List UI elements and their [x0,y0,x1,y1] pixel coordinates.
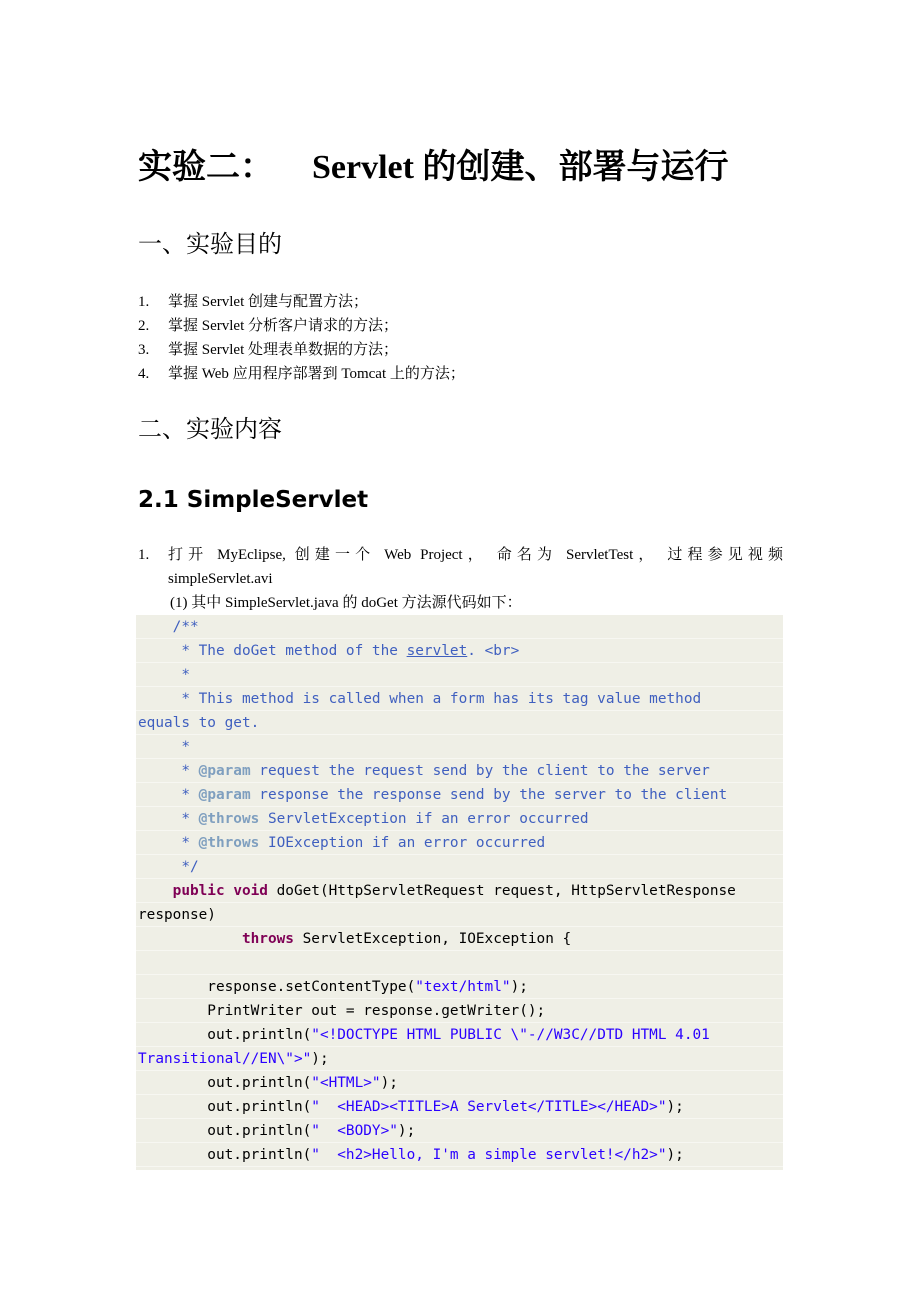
list-item-number: 4. [138,366,150,382]
list-item-number: 3. [138,342,150,358]
code-line: * @throws ServletException if an error occurred [136,807,783,831]
code-line: equals to get. [136,711,783,735]
javadoc-tag: @param [198,763,251,779]
code-line: */ [136,855,783,879]
code-line: * @param response the response send by the server to the client [136,783,783,807]
list-item-text: 掌握 Servlet 处理表单数据的方法； [168,342,398,358]
section-heading-objectives: 一、实验目的 [138,232,282,258]
subsection-heading: 2.1 SimpleServlet [138,487,369,513]
title-part2: Servlet 的创建、部署与运行 [312,149,729,186]
list-item [138,362,465,386]
string-literal: "<!DOCTYPE HTML PUBLIC \"-//W3C//DTD HTML 4.01 [311,1027,710,1043]
string-literal: " <h2>Hello, I'm a simple servlet!</h2>" [311,1147,667,1163]
keyword: throws [241,931,294,947]
string-literal: " <BODY>" [311,1123,398,1139]
keyword: public [172,883,225,899]
code-line: out.println("<!DOCTYPE HTML PUBLIC \"-//W3C//DTD HTML 4.01 [136,1023,783,1047]
code-line: * @throws IOException if an error occurred [136,831,783,855]
step-text: 打开 MyEclipse, 创建一个 Web Project， 命名为 ServletTest， 过程参见视频 [168,547,783,563]
string-literal: "<HTML>" [311,1075,381,1091]
code-block [136,615,783,1170]
code-line: out.println(" <HEAD><TITLE>A Servlet</TITLE></HEAD>"); [136,1095,783,1119]
code-line: /** [136,615,783,639]
string-literal: "text/html" [415,979,511,995]
list-item [138,338,465,362]
title-part1: 实验二： [138,149,274,186]
string-literal: " <HEAD><TITLE>A Servlet</TITLE></HEAD>" [311,1099,667,1115]
step-text-continued: simpleServlet.avi [168,571,273,587]
code-line: * @param request the request send by the client to the server [136,759,783,783]
code-line: public void doGet(HttpServletRequest request, HttpServletResponse [136,879,783,903]
list-item-text: 掌握 Web 应用程序部署到 Tomcat 上的方法； [168,366,465,382]
list-item-number: 2. [138,318,150,334]
javadoc-tag: @throws [198,811,260,827]
list-item [138,314,465,338]
code-line: throws ServletException, IOException { [136,927,783,951]
code-line: * The doGet method of the servlet. <br> [136,639,783,663]
list-item-text: 掌握 Servlet 创建与配置方法； [168,294,368,310]
code-line: response.setContentType("text/html"); [136,975,783,999]
code-line: PrintWriter out = response.getWriter(); [136,999,783,1023]
code-underlined-word: servlet [406,643,468,659]
list-item-number: 1. [138,294,150,310]
string-literal: Transitional//EN\">" [138,1051,312,1067]
step-number: 1. [138,547,150,563]
code-line: out.println(" <BODY>"); [136,1119,783,1143]
code-line [136,951,783,975]
code-line: * [136,663,783,687]
code-line: Transitional//EN\">"); [136,1047,783,1071]
code-line: response) [136,903,783,927]
code-line: * This method is called when a form has its tag value method [136,687,783,711]
step-substep: (1) 其中 SimpleServlet.java 的 doGet 方法源代码如下： [170,595,522,611]
code-line: * [136,735,783,759]
list-item [138,290,465,314]
keyword: void [233,883,268,899]
code-line: out.println("<HTML>"); [136,1071,783,1095]
code-line: out.println(" <h2>Hello, I'm a simple servlet!</h2>"); [136,1143,783,1167]
step-1 [138,543,783,615]
section-heading-content: 二、实验内容 [138,417,282,443]
document-title [138,146,728,190]
javadoc-tag: @param [198,787,251,803]
objectives-list [138,290,465,386]
list-item-text: 掌握 Servlet 分析客户请求的方法； [168,318,398,334]
javadoc-tag: @throws [198,835,260,851]
